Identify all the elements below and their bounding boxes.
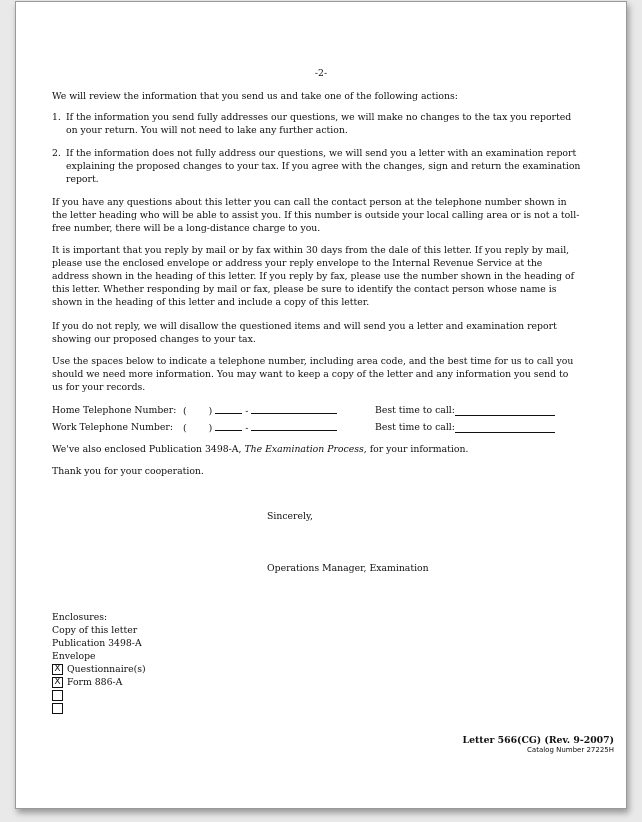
checkbox-label: Questionnaire(s)	[67, 664, 146, 675]
checkbox-label: Form 886-A	[67, 677, 123, 688]
publication-suffix: , for your information.	[363, 444, 469, 455]
action-item-2	[52, 147, 582, 186]
signer-title: Operations Manager, Examination	[267, 563, 429, 574]
letter-page	[15, 1, 627, 809]
thanks-text: Thank you for your cooperation.	[52, 466, 204, 477]
action-item-1	[52, 111, 582, 137]
no-reply-paragraph: If you do not reply, we will disallow the questioned items and will send you a letter and examination report showing our proposed changes to your tax.	[52, 321, 557, 346]
checkbox[interactable]: X	[52, 664, 63, 675]
work-phone-row	[52, 421, 592, 434]
footer-letter-number: Letter 566(CG) (Rev. 9-2007)	[462, 735, 614, 746]
publication-title: The Examination Process	[244, 444, 364, 455]
action-text: If the information you send fully addresses our questions, we will make no changes to the tax you reported on your return. You will not need to lake any further action.	[66, 112, 572, 137]
enclosure-item: Envelope	[52, 651, 96, 662]
closing: Sincerely,	[267, 511, 313, 522]
home-phone-row	[52, 404, 592, 417]
home-phone-label: Home Telephone Number:	[52, 405, 177, 416]
publication-note	[52, 443, 582, 456]
action-number: 2.	[52, 148, 61, 159]
enclosure-checkbox-row	[52, 702, 252, 715]
enclosures-heading: Enclosures:	[52, 612, 108, 623]
work-phone-label: Work Telephone Number:	[52, 422, 173, 433]
home-best-time-label: Best time to call:	[375, 405, 455, 416]
checkbox[interactable]: X	[52, 677, 63, 688]
enclosure-item: Copy of this letter	[52, 625, 138, 636]
enclosure-checkbox-row	[52, 689, 252, 702]
work-best-time-field[interactable]	[455, 423, 555, 433]
intro-text: We will review the information that you send us and take one of the following actions:	[52, 91, 458, 102]
publication-prefix: We've also enclosed Publication 3498-A,	[52, 444, 242, 455]
work-best-time-label: Best time to call:	[375, 422, 455, 433]
work-phone-field[interactable]: ( ) -	[183, 421, 337, 435]
enclosure-item: Publication 3498-A	[52, 638, 142, 649]
checkbox[interactable]	[52, 690, 63, 701]
action-text: If the information does not fully address our questions, we will send you a letter with an examination report explaining the proposed changes to your tax. If you agree with the changes, sign and return the examination report.	[66, 148, 581, 186]
enclosure-checkbox-row	[52, 663, 252, 676]
action-number: 1.	[52, 112, 61, 123]
checkbox[interactable]	[52, 703, 63, 714]
reply-paragraph: It is important that you reply by mail or by fax within 30 days from the dale of this letter. If you reply by mail, please use the enclosed envelope or address your reply envelope to the Internal Revenue Service at the address shown in the heading of this letter. If you reply by fax, please use the number shown in the heading of this letter. Whether responding by mail or fax, please be sure to identify the contact person whose name is shown in the heading of this letter and include a copy of this letter.	[52, 245, 575, 309]
questions-paragraph: If you have any questions about this letter you can call the contact person at the telephone number shown in the letter heading who will be able to assist you. If this number is outside your local calling area or is not a toll-free number, there will be a long-distance charge to you.	[52, 197, 580, 235]
home-phone-field[interactable]: ( ) -	[183, 404, 337, 418]
page-number: -2-	[314, 68, 328, 79]
enclosures-list	[52, 611, 252, 715]
enclosure-checkbox-row	[52, 676, 252, 689]
footer-catalog-number: Catalog Number 27225H	[527, 746, 614, 754]
home-best-time-field[interactable]	[455, 406, 555, 416]
phone-instructions-paragraph: Use the spaces below to indicate a telephone number, including area code, and the best time for us to call you should we need more information. You may want to keep a copy of the letter and any information you send to us for your records.	[52, 356, 574, 394]
